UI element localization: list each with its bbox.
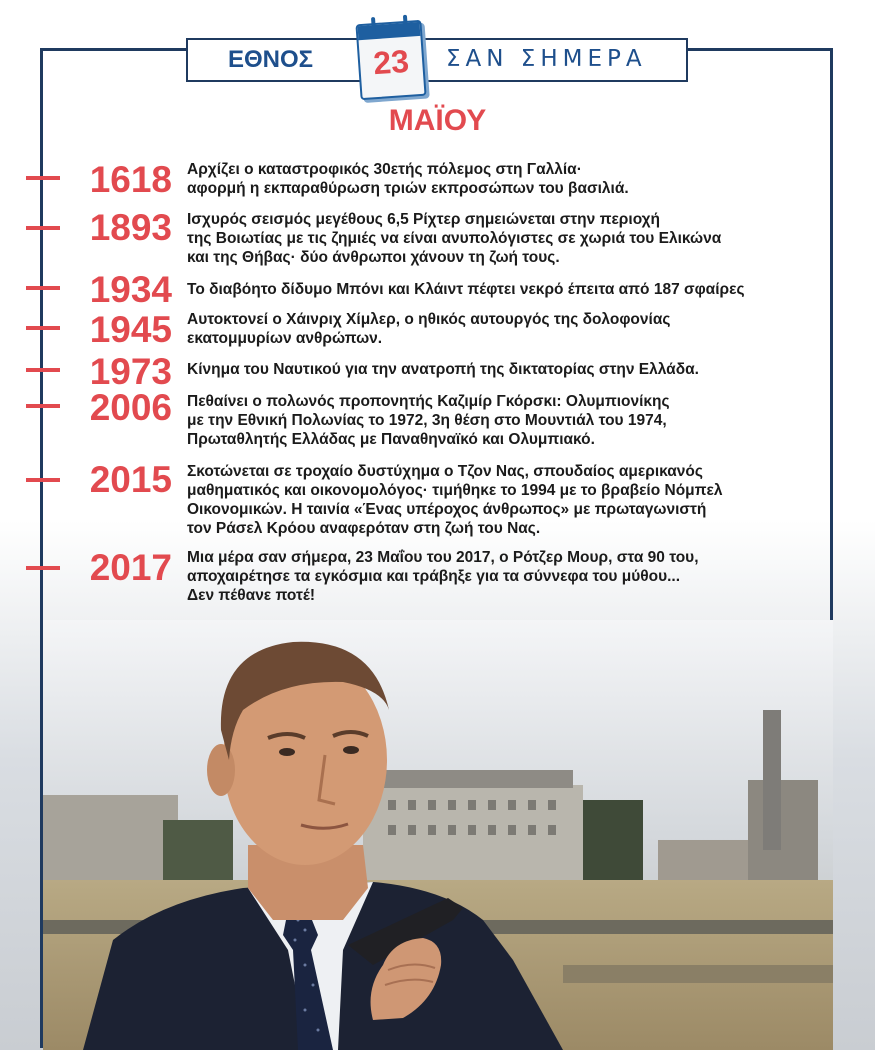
event-dash: [26, 404, 60, 408]
event-text: Σκοτώνεται σε τροχαίο δυστύχημα ο Τζον Νας, σπουδαίος αμερικανός μαθηματικός και οικονομολόγος· τιμήθηκε το 1994 με το βραβείο Νόμπελ Οικονομικών. Η ταινία «Ένας υπέροχος άνθρωπος» με πρωταγωνιστή τον Ράσελ Κρόου αναφερόταν στη ζωή του Νας.: [187, 463, 723, 537]
event-text: Ισχυρός σεισμός μεγέθους 6,5 Ρίχτερ σημειώνεται στην περιοχή της Βοιωτίας με τις ζημιές να είναι ανυπολόγιστες σε χωριά του Ελικώνα και της Θήβας· δύο άνθρωποι χάνουν τη ζωή τους.: [187, 211, 722, 266]
calendar-day: 23: [372, 42, 411, 82]
portrait-photo: [43, 620, 833, 1050]
event-text: Αυτοκτονεί ο Χάινριχ Χίμλερ, ο ηθικός αυτουργός της δολοφονίας εκατομμυρίων ανθρώπων.: [187, 311, 671, 347]
event-dash: [26, 326, 60, 330]
event-dash: [26, 368, 60, 372]
event-year: 1618: [89, 159, 172, 200]
event-dash: [26, 226, 60, 230]
event-year: 2006: [89, 387, 172, 428]
calendar-icon: [355, 20, 426, 100]
today-label: ΣΑΝ ΣΗΜΕΡΑ: [446, 46, 647, 72]
event-text: Πεθαίνει ο πολωνός προπονητής Καζιμίρ Γκόρσκι: Ολυμπιονίκης με την Εθνική Πολωνίας το 1972, 3η θέση στο Μουντιάλ του 1974, Πρωταθλητής Ελλάδας με Παναθηναϊκό και Ολυμπιακό.: [187, 393, 670, 448]
event-text: Το διαβόητο δίδυμο Μπόνι και Κλάιντ πέφτει νεκρό έπειτα από 187 σφαίρες: [187, 281, 745, 298]
month-title: ΜΑΪΟΥ: [388, 104, 487, 137]
event-dash: [26, 478, 60, 482]
event-text: Αρχίζει ο καταστροφικός 30ετής πόλεμος στη Γαλλία· αφορμή η εκπαραθύρωση τριών εκπροσώπων του βασιλιά.: [187, 161, 629, 197]
event-text: Κίνημα του Ναυτικού για την ανατροπή της δικτατορίας στην Ελλάδα.: [187, 361, 699, 378]
event-dash: [26, 176, 60, 180]
event-year: 1934: [89, 269, 172, 310]
event-year: 1893: [89, 207, 172, 248]
event-text: Μια μέρα σαν σήμερα, 23 Μαΐου του 2017, ο Ρότζερ Μουρ, στα 90 του, αποχαιρέτησε τα εγκόσμια και τράβηξε για τα σύννεφα του μύθου... Δεν πέθανε ποτέ!: [187, 549, 699, 604]
event-year: 2015: [89, 459, 172, 500]
event-year: 1945: [89, 309, 172, 350]
event-year: 1973: [89, 351, 172, 392]
event-dash: [26, 286, 60, 290]
event-dash: [26, 566, 60, 570]
event-year: 2017: [89, 547, 172, 588]
brand-logo: ΕΘΝΟΣ: [228, 46, 314, 73]
